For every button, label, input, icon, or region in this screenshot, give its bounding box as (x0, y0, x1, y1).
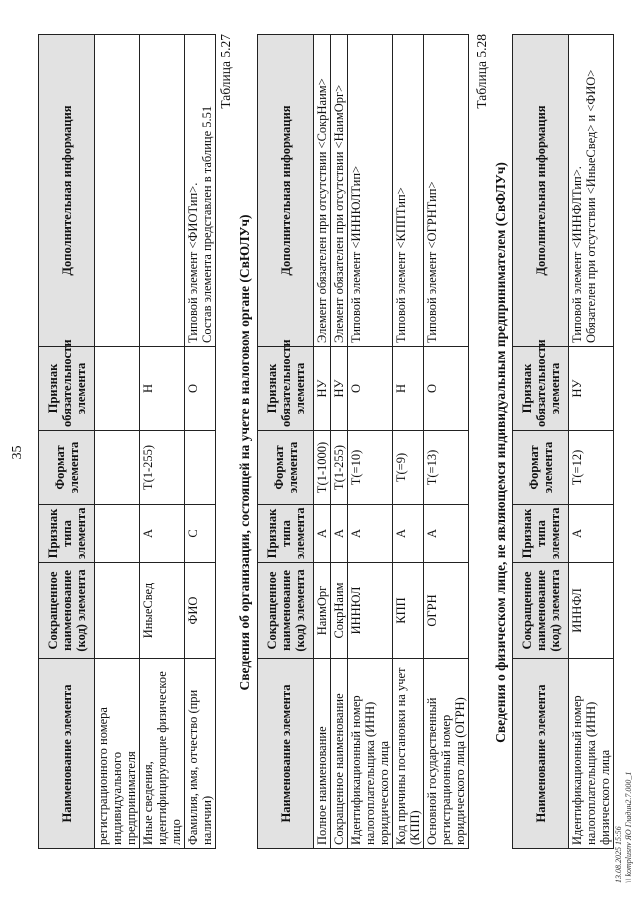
cell-type: А (424, 505, 469, 563)
cell-info: Типовой элемент <ФИОТип>. Состав элемента представлен в таблице 5.51 (185, 35, 216, 347)
table-row (393, 35, 424, 849)
cell-format (185, 431, 216, 505)
header-format: Формат элемента (258, 431, 314, 505)
cell-name: Код причины постановки на учет (КПП) (393, 659, 424, 849)
header-name: Наименование элемента (39, 659, 95, 849)
cell-info (140, 35, 185, 347)
cell-format: T(=12) (569, 431, 614, 505)
cell-info: Типовой элемент <ОГРНТип> (424, 35, 469, 347)
cell-code: ИныеСвед (140, 563, 185, 659)
cell-mandatory (95, 347, 140, 431)
header-type: Признак типа элемента (513, 505, 569, 563)
table-caption-svfluch: Сведения о физическом лице, не являющемся индивидуальным предпринимателем (СвФЛУч) (493, 162, 508, 743)
cell-format: T(1-255) (140, 431, 185, 505)
cell-type: А (331, 505, 348, 563)
table-row (314, 35, 331, 849)
cell-mandatory: Н (393, 347, 424, 431)
table-row (331, 35, 348, 849)
print-footer (614, 772, 634, 883)
table-5-27 (257, 34, 469, 849)
header-info: Дополнительная информация (258, 35, 314, 347)
cell-name: регистрационного номера индивидуального предпринимателя (95, 659, 140, 849)
page-number: 35 (10, 445, 25, 460)
cell-mandatory: НУ (314, 347, 331, 431)
cell-info: Элемент обязателен при отсутствии <СокрНаим> (314, 35, 331, 347)
table-row (140, 35, 185, 849)
header-code: Сокращенное наименование (код) элемента (258, 563, 314, 659)
cell-name: Идентификационный номер налогоплательщика (ИНН) физического лица (569, 659, 614, 849)
cell-mandatory: О (424, 347, 469, 431)
header-code: Сокращенное наименование (код) элемента (513, 563, 569, 659)
cell-type: А (140, 505, 185, 563)
cell-code: КПП (393, 563, 424, 659)
cell-mandatory: НУ (569, 347, 614, 431)
cell-format: T(=10) (348, 431, 393, 505)
cell-info: Типовой элемент <ИННФЛТип>. Обязателен при отсутствии <ИныеСвед> и <ФИО> (569, 35, 614, 347)
header-info: Дополнительная информация (39, 35, 95, 347)
cell-format: T(1-255) (331, 431, 348, 505)
table-row (185, 35, 216, 849)
cell-code (95, 563, 140, 659)
header-mandatory: Признак обязательности элемента (258, 347, 314, 431)
header-format: Формат элемента (513, 431, 569, 505)
cell-format: T(=9) (393, 431, 424, 505)
table-row (569, 35, 614, 849)
header-type: Признак типа элемента (39, 505, 95, 563)
header-type: Признак типа элемента (258, 505, 314, 563)
cell-format: T(=13) (424, 431, 469, 505)
table-label-5-28: Таблица 5.28 (474, 34, 489, 109)
table-continuation (38, 34, 216, 849)
header-name: Наименование элемента (258, 659, 314, 849)
cell-format (95, 431, 140, 505)
cell-name: Фамилия, имя, отчество (при наличии) (185, 659, 216, 849)
table-row (95, 35, 140, 849)
header-name: Наименование элемента (513, 659, 569, 849)
cell-mandatory: О (348, 347, 393, 431)
cell-format: T(1-1000) (314, 431, 331, 505)
cell-code: СокрНаим (331, 563, 348, 659)
footer-path: \\ komplusnv ЯО Гладин2.7.000_1 (624, 771, 633, 883)
table-caption-svyuluch: Сведения об организации, состоящей на учете в налоговом органе (СвЮЛУч) (237, 214, 252, 691)
header-info: Дополнительная информация (513, 35, 569, 347)
cell-mandatory: НУ (331, 347, 348, 431)
cell-type: А (314, 505, 331, 563)
cell-type (95, 505, 140, 563)
cell-code: ИННФЛ (569, 563, 614, 659)
cell-name: Иные сведения, идентифицирующие физическое лицо (140, 659, 185, 849)
cell-type: А (569, 505, 614, 563)
cell-info: Элемент обязателен при отсутствии <НаимОрг> (331, 35, 348, 347)
cell-code: ИННЮЛ (348, 563, 393, 659)
cell-code: ОГРН (424, 563, 469, 659)
header-format: Формат элемента (39, 431, 95, 505)
cell-code: ФИО (185, 563, 216, 659)
cell-info: Типовой элемент <ИННЮЛТип> (348, 35, 393, 347)
table-row (424, 35, 469, 849)
table-row (348, 35, 393, 849)
table-header-row (39, 35, 95, 849)
cell-code: НаимОрг (314, 563, 331, 659)
cell-info: Типовой элемент <КППТип> (393, 35, 424, 347)
cell-info (95, 35, 140, 347)
table-header-row (513, 35, 569, 849)
cell-name: Сокращенное наименование (331, 659, 348, 849)
header-code: Сокращенное наименование (код) элемента (39, 563, 95, 659)
cell-mandatory: Н (140, 347, 185, 431)
cell-type: А (393, 505, 424, 563)
header-mandatory: Признак обязательности элемента (39, 347, 95, 431)
cell-name: Основной государственный регистрационный номер юридического лица (ОГРН) (424, 659, 469, 849)
footer-timestamp: 13.08.2025 15:56 (614, 826, 623, 883)
cell-name: Идентификационный номер налогоплательщика (ИНН) юридического лица (348, 659, 393, 849)
cell-name: Полное наименование (314, 659, 331, 849)
cell-mandatory: О (185, 347, 216, 431)
table-5-28 (512, 34, 614, 849)
table-label-5-27: Таблица 5.27 (218, 34, 233, 109)
table-header-row (258, 35, 314, 849)
cell-type: А (348, 505, 393, 563)
cell-type: С (185, 505, 216, 563)
header-mandatory: Признак обязательности элемента (513, 347, 569, 431)
